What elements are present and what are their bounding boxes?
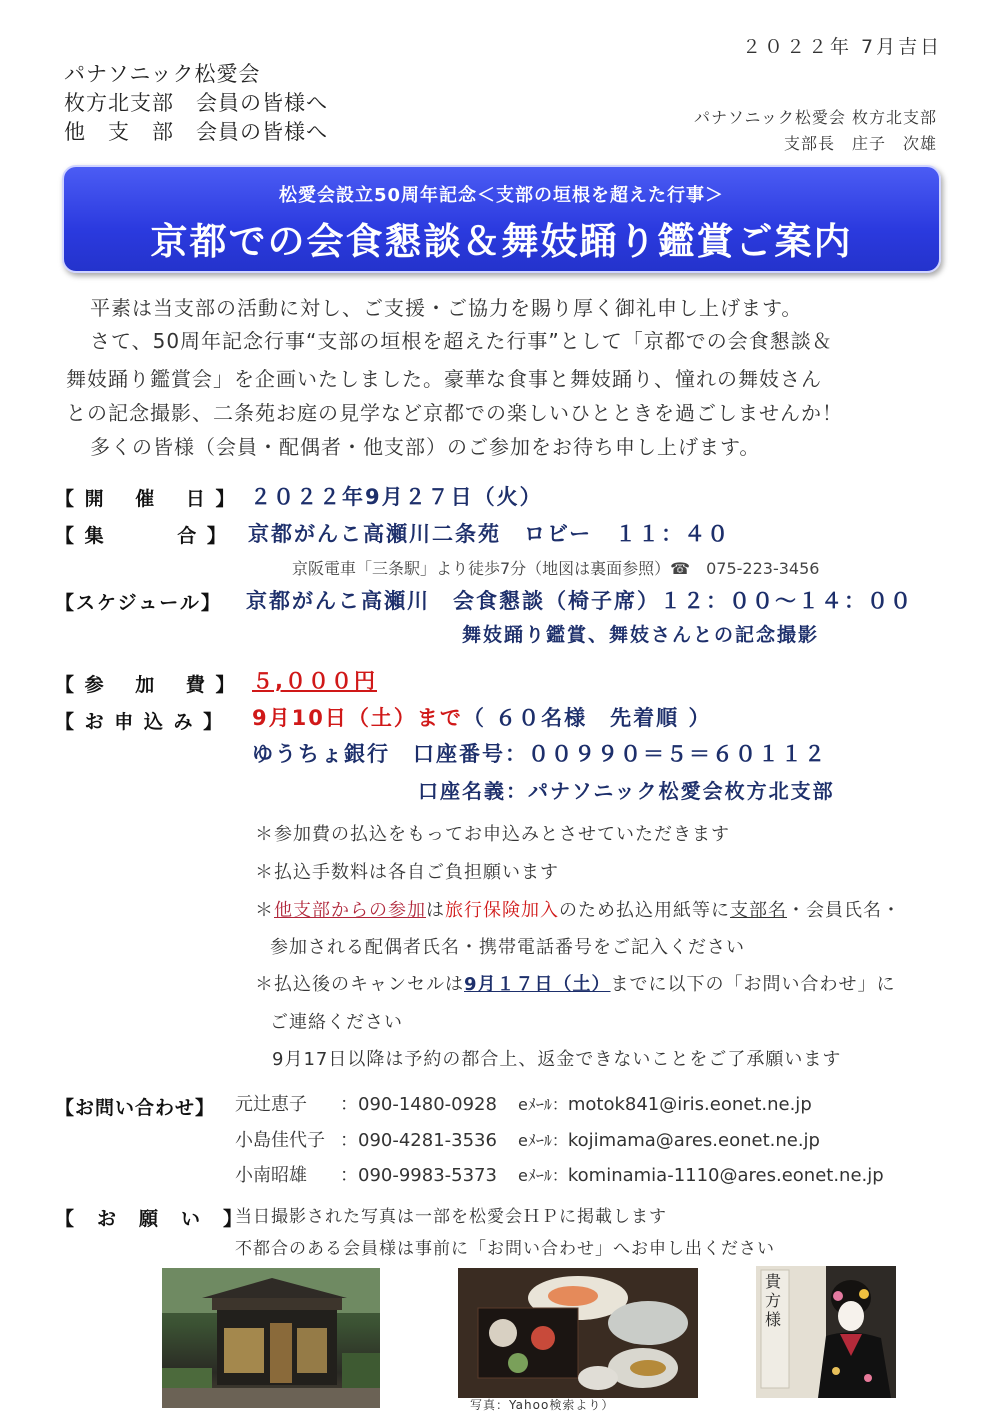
note-1: ＊参加費の払込をもってお申込みとさせていただきます — [255, 824, 730, 845]
contact-row — [235, 1161, 884, 1187]
calligraphy-scroll: 貴方様 — [765, 1272, 782, 1329]
apply-capacity: （ ６０名様 先着順 ） — [462, 706, 712, 730]
contact-phone[interactable]: 090-4281-3536 — [358, 1130, 497, 1151]
note-3-branch-name: 支部名 — [730, 900, 787, 921]
sender-org: パナソニック松愛会 枚方北支部 — [694, 108, 937, 127]
intro-line-1: 平素は当支部の活動に対し、ご支援・ご協力を賜り厚く御礼申し上げます。 — [90, 296, 803, 320]
apply-label: 【 お 申 込 み 】 — [55, 711, 225, 733]
date-label: 【 開 催 日 】 — [55, 488, 237, 510]
meet-access: 京阪電車「三条駅」より徒歩7分（地図は裏面参照）☎ 075-223-3456 — [292, 559, 820, 578]
contact-sep: ： — [340, 1094, 358, 1115]
restaurant-illustration — [162, 1268, 380, 1408]
intro-line-5: 多くの皆様（会員・配偶者・他支部）のご参加をお待ち申し上げます。 — [90, 435, 761, 459]
note-3-other-branch: 他支部からの参加 — [274, 900, 426, 921]
account-name: 口座名義：パナソニック松愛会枚方北支部 — [418, 779, 835, 803]
photo-credit: 写真：Yahoo検索より） — [470, 1398, 615, 1412]
recipient-line-1: パナソニック松愛会 — [64, 62, 261, 86]
fee-label: 【 参 加 費 】 — [55, 674, 237, 696]
note-4-cancel-date: 9月１７日（土） — [464, 974, 611, 995]
contact-name: 元辻恵子 — [235, 1094, 307, 1115]
note-3-text-a: は — [426, 900, 445, 921]
note-4-line-2: ご連絡ください — [270, 1012, 403, 1033]
note-2: ＊払込手数料は各自ご負担願います — [255, 862, 559, 883]
fee-value: ５,０００円 — [252, 669, 377, 693]
banner-title: 京都での会食懇談＆舞妓踊り鑑賞ご案内 — [150, 220, 853, 263]
apply-deadline: 9月10日（土）まで — [252, 706, 463, 730]
note-3-line-2: 参加される配偶者氏名・携帯電話番号をご記入ください — [270, 937, 745, 958]
date-value: ２０２２年9月２７日（火） — [250, 485, 543, 509]
contact-mail-label: eﾒｰﾙ： — [518, 1131, 568, 1150]
note-3-text-c: ・会員氏名・ — [787, 900, 901, 921]
contact-phone[interactable]: 090-9983-5373 — [358, 1165, 497, 1186]
recipient-line-3: 他 支 部 会員の皆様へ — [64, 120, 328, 144]
note-4 — [255, 970, 896, 996]
document-date: ２０２２年 7月吉日 — [742, 36, 943, 58]
contact-row — [235, 1090, 812, 1116]
contact-sep: ： — [340, 1130, 358, 1151]
apply-line — [252, 702, 711, 732]
note-3-insurance: 旅行保険加入 — [445, 900, 559, 921]
restaurant-photo — [162, 1268, 380, 1408]
contact-row — [235, 1126, 820, 1152]
schedule-label: 【スケジュール】 — [55, 592, 222, 614]
food-illustration — [458, 1268, 698, 1398]
recipient-line-2: 枚方北支部 会員の皆様へ — [64, 91, 328, 115]
contact-mail-label: eﾒｰﾙ： — [518, 1166, 568, 1185]
contact-mail-label: eﾒｰﾙ： — [518, 1095, 568, 1114]
note-5: 9月17日以降は予約の都合上、返金できないことをご了承願います — [272, 1049, 842, 1070]
note-3 — [255, 896, 901, 922]
contact-email[interactable]: motok841@iris.eonet.ne.jp — [567, 1094, 812, 1115]
contact-name: 小島佳代子 — [235, 1130, 325, 1151]
intro-line-3: 舞妓踊り鑑賞会」を企画いたしました。豪華な食事と舞妓踊り、憧れの舞妓さん — [66, 367, 822, 391]
contact-name: 小南昭雄 — [235, 1165, 307, 1186]
contact-email[interactable]: kojimama@ares.eonet.ne.jp — [567, 1130, 820, 1151]
meet-value: 京都がんこ高瀬川二条苑 ロビー １１：４０ — [248, 522, 731, 546]
note-4-text-a: ＊払込後のキャンセルは — [255, 974, 464, 995]
food-photo — [458, 1268, 698, 1398]
request-line-1: 当日撮影された写真は一部を松愛会ＨＰに掲載します — [235, 1207, 667, 1227]
contact-phone[interactable]: 090-1480-0928 — [358, 1094, 497, 1115]
meet-label: 【 集 合 】 — [55, 525, 228, 547]
contact-email[interactable]: kominamia-1110@ares.eonet.ne.jp — [567, 1165, 884, 1186]
note-4-text-b: までに以下の「お問い合わせ」に — [610, 974, 896, 995]
contact-sep: ： — [340, 1165, 358, 1186]
contact-label: 【お問い合わせ】 — [55, 1097, 216, 1119]
maiko-photo — [756, 1266, 896, 1398]
banner-subtitle: 松愛会設立50周年記念＜支部の垣根を超えた行事＞ — [278, 185, 725, 206]
note-3-text-b: のため払込用紙等に — [559, 900, 730, 921]
bank-line: ゆうちょ銀行 口座番号：００９９０＝５＝６０１１２ — [252, 742, 827, 766]
schedule-line-1: 京都がんこ高瀬川 会食懇談（椅子席）１２：００～１４：００ — [246, 589, 913, 613]
sender-person: 支部長 庄子 次雄 — [783, 134, 937, 153]
schedule-line-2: 舞妓踊り鑑賞、舞妓さんとの記念撮影 — [462, 624, 820, 646]
request-line-2: 不都合のある会員様は事前に「お問い合わせ」へお申し出ください — [235, 1239, 775, 1259]
title-banner — [62, 165, 941, 273]
intro-line-4: との記念撮影、二条苑お庭の見学など京都での楽しいひとときを過ごしませんか！ — [66, 401, 843, 425]
note-3-bullet: ＊ — [255, 900, 274, 921]
request-label: 【 お 願 い 】 — [55, 1208, 245, 1230]
intro-line-2: さて、50周年記念行事“支部の垣根を超えた行事”として「京都での会食懇談＆ — [90, 329, 833, 353]
